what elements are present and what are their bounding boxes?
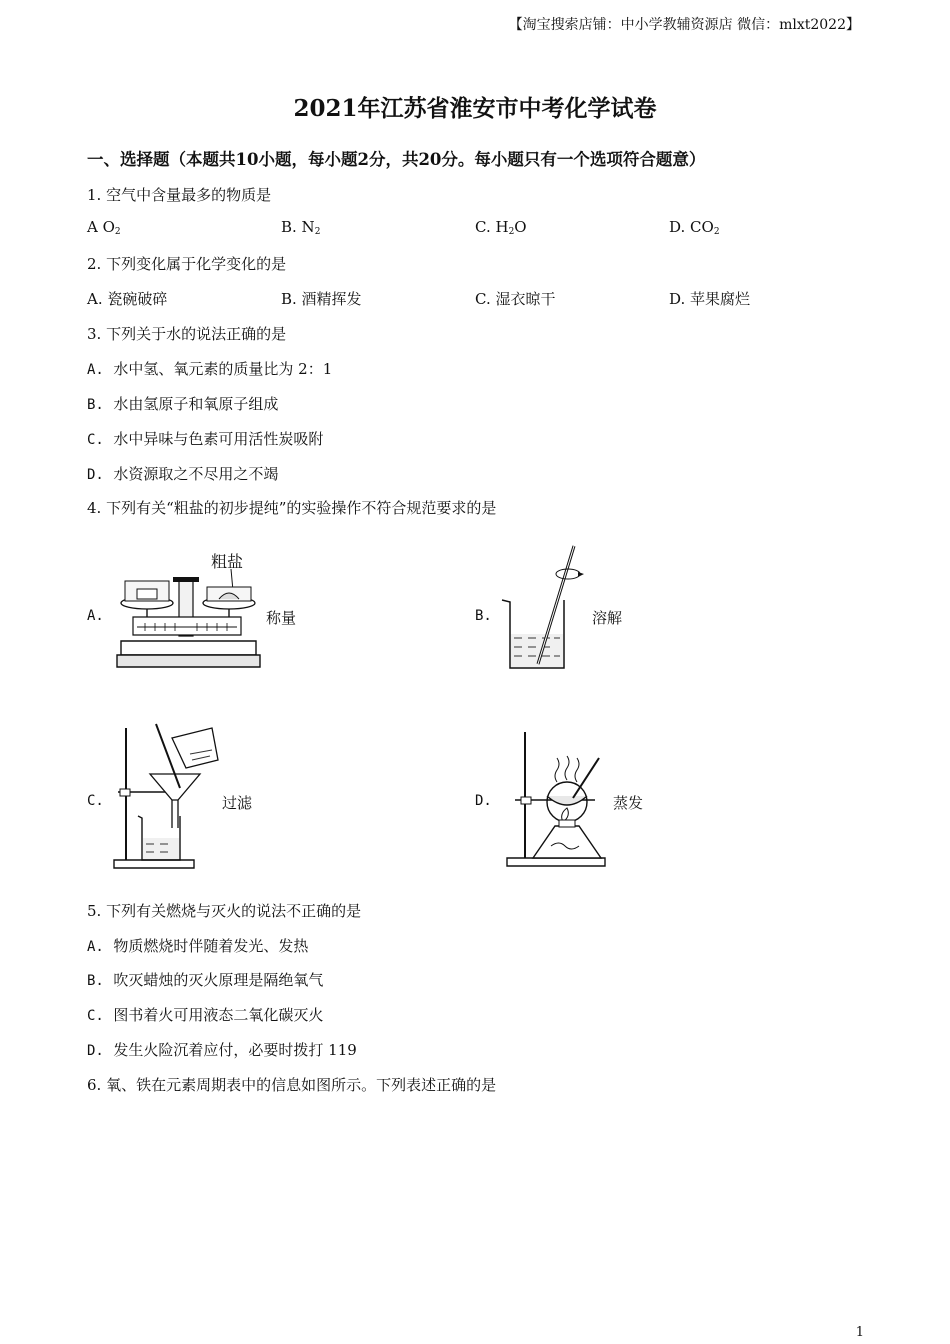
q2-option-a: A. 瓷碗破碎 xyxy=(87,290,168,308)
q3-stem: 3. 下列关于水的说法正确的是 xyxy=(87,325,287,343)
q4-option-a-caption: 称量 xyxy=(266,609,297,627)
q4-option-d-letter: D. xyxy=(475,793,492,809)
q4-option-c-caption: 过滤 xyxy=(222,794,253,812)
q2-option-b: B. 酒精挥发 xyxy=(281,290,362,308)
q1-option-b-sub: 2 xyxy=(314,227,321,237)
section-heading: 一、选择题（本题共10小题，每小题2分，共20分。每小题只有一个选项符合题意） xyxy=(87,150,706,169)
q1-option-b-text: B. N xyxy=(281,218,315,236)
q5-option-c-letter: C. xyxy=(87,1008,104,1024)
q5-option-b xyxy=(87,969,323,990)
q3-option-c-text: 水中异味与色素可用活性炭吸附 xyxy=(113,430,324,448)
q1-option-c-suffix: O xyxy=(514,218,527,236)
q1-option-a xyxy=(87,218,121,237)
q5-option-c xyxy=(87,1004,323,1025)
q5-stem: 5. 下列有关燃烧与灭火的说法不正确的是 xyxy=(87,902,362,920)
q5-option-d-text: 发生火险沉着应付，必要时拨打 119 xyxy=(113,1041,357,1059)
page-title: 2021年江苏省淮安市中考化学试卷 xyxy=(293,95,657,122)
balance-diagram xyxy=(115,545,265,670)
dissolve-beaker-diagram xyxy=(500,542,590,672)
q4-option-b-letter: B. xyxy=(475,608,492,624)
q4-option-d-caption: 蒸发 xyxy=(613,794,644,812)
q3-option-d-text: 水资源取之不尽用之不竭 xyxy=(113,465,279,483)
q1-option-b xyxy=(281,218,320,237)
q5-option-c-text: 图书着火可用液态二氧化碳灭火 xyxy=(113,1006,324,1024)
q3-option-b xyxy=(87,393,278,414)
q1-option-c xyxy=(475,218,527,237)
q3-option-d xyxy=(87,463,278,484)
q5-option-d xyxy=(87,1039,357,1060)
q5-option-a-text: 物质燃烧时伴随着发光、发热 xyxy=(113,937,309,955)
crude-salt-label: 粗盐 xyxy=(211,554,244,571)
q3-option-c-letter: C. xyxy=(87,432,104,448)
page-number: 1 xyxy=(855,1325,864,1340)
q1-option-c-text: C. H xyxy=(475,218,509,236)
q2-option-d: D. 苹果腐烂 xyxy=(669,290,751,308)
q5-option-b-letter: B. xyxy=(87,973,104,989)
filtration-diagram xyxy=(110,720,225,872)
q5-option-a-letter: A. xyxy=(87,939,104,955)
q5-option-a xyxy=(87,935,308,956)
q3-option-a-letter: A. xyxy=(87,362,104,378)
evaporation-diagram xyxy=(505,728,610,870)
q3-option-b-letter: B. xyxy=(87,397,104,413)
q4-stem: 4. 下列有关“粗盐的初步提纯”的实验操作不符合规范要求的是 xyxy=(87,499,497,517)
q2-stem: 2. 下列变化属于化学变化的是 xyxy=(87,255,287,273)
q3-option-a-text: 水中氢、氧元素的质量比为 2：1 xyxy=(113,360,333,378)
q1-option-a-sub: 2 xyxy=(114,227,121,237)
q1-option-c-sub: 2 xyxy=(508,227,515,237)
q5-option-b-text: 吹灭蜡烛的灭火原理是隔绝氧气 xyxy=(113,971,324,989)
q3-option-d-letter: D. xyxy=(87,467,104,483)
q3-option-a xyxy=(87,358,332,379)
q6-stem: 6. 氧、铁在元素周期表中的信息如图所示。下列表述正确的是 xyxy=(87,1076,497,1094)
header-shop-note: 【淘宝搜索店铺：中小学教辅资源店 微信：mlxt2022】 xyxy=(508,17,860,33)
q5-option-d-letter: D. xyxy=(87,1043,104,1059)
q1-option-d-sub: 2 xyxy=(713,227,720,237)
q2-option-c: C. 湿衣晾干 xyxy=(475,290,556,308)
q3-option-c xyxy=(87,428,323,449)
q3-option-b-text: 水由氢原子和氧原子组成 xyxy=(113,395,279,413)
q1-option-d xyxy=(669,218,720,237)
q1-option-a-text: A O xyxy=(87,218,115,236)
q1-option-d-text: D. CO xyxy=(669,218,714,236)
q1-stem: 1. 空气中含量最多的物质是 xyxy=(87,186,272,204)
q4-option-c-letter: C. xyxy=(87,793,104,809)
q4-option-b-caption: 溶解 xyxy=(592,609,623,627)
q4-option-a-letter: A. xyxy=(87,608,104,624)
